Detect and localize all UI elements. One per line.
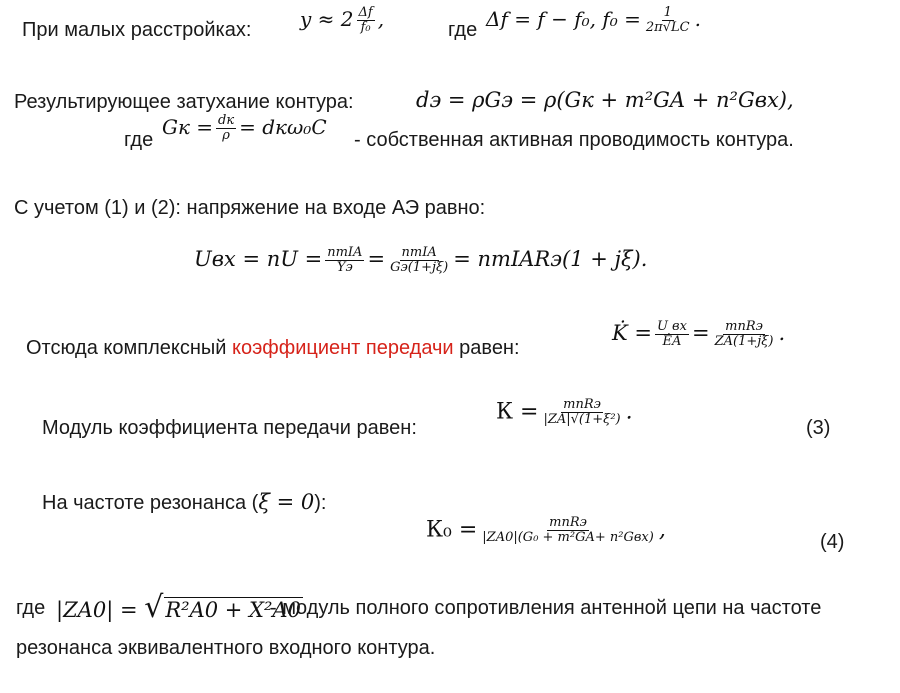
modulus-label: Модуль коэффициента передачи равен: <box>42 417 417 439</box>
equation-number-3: (3) <box>806 417 831 439</box>
transfer-formula: K̇ = $\frac{\text{U вх}}{ĖA}$ = $\frac{\text{mnRэ}}{ZA(1+j\xi)}$ . <box>612 319 786 349</box>
voltage-intro: С учетом (1) и (2): напряжение на входе АЭ равно: <box>14 197 486 219</box>
conductance-formula: Gк = $\frac{dк}{\rho}$ = dкω₀C <box>162 113 327 143</box>
where-label-1: где <box>448 19 478 41</box>
impedance-formula: |ZA0| = √R²A0 + X²A0 <box>56 590 301 625</box>
impedance-description-cont: резонанса эквивалентного входного контура. <box>16 637 436 659</box>
resonance-label: На частоте резонанса (ξ = 0): <box>42 490 327 514</box>
impedance-description: - модуль полного сопротивления антенной цепи на частоте <box>270 597 822 619</box>
modulus-formula: К = $\frac{\text{mnRэ}}{\text{|ZA|√(1+ξ²)}}$ . <box>496 397 633 427</box>
damping-label: Результирующее затухание контура: <box>14 91 354 113</box>
detuning-formula: y ≈ 2 $\frac{\Delta f}{\text{f₀}}$ , <box>300 5 385 35</box>
resonance-fraction: $\frac{1}{2\pi√LC}$ <box>645 5 690 35</box>
voltage-formula: Uвх = nU = $\frac{\text{nmIA}}{Yэ}$ = $\frac{\text{nmIA}}{Gэ(1+j\xi)}$ = nmIARэ(1 + jξ). <box>194 245 648 275</box>
damping-formula: dэ = ρGэ = ρ(Gк + m²GA + n²Gвх), <box>416 88 794 112</box>
where-label-2: где <box>124 129 154 151</box>
detuning-fraction: $\frac{\Delta f}{\text{f₀}}$ <box>358 5 373 35</box>
transfer-label: Отсюда комплексный коэффициент передачи равен: <box>26 337 520 359</box>
resonance-gain-formula: К₀ = $\frac{\text{mnRэ}}{\text{|ZA0|(G₀ + m²GA+ n²Gвх)}}$ , <box>426 515 666 545</box>
equation-number-4: (4) <box>820 531 845 553</box>
transfer-highlight: коэффициент передачи <box>232 337 454 359</box>
where-label-3: где <box>16 597 46 619</box>
detuning-lhs: y ≈ 2 <box>300 6 354 31</box>
small-detuning-label: При малых расстройках: <box>22 19 252 41</box>
conductance-description: - собственная активная проводимость контура. <box>354 129 794 151</box>
resonance-formula: Δf = f − f₀, f₀ = $\frac{1}{2\pi√LC}$ . <box>486 5 701 35</box>
